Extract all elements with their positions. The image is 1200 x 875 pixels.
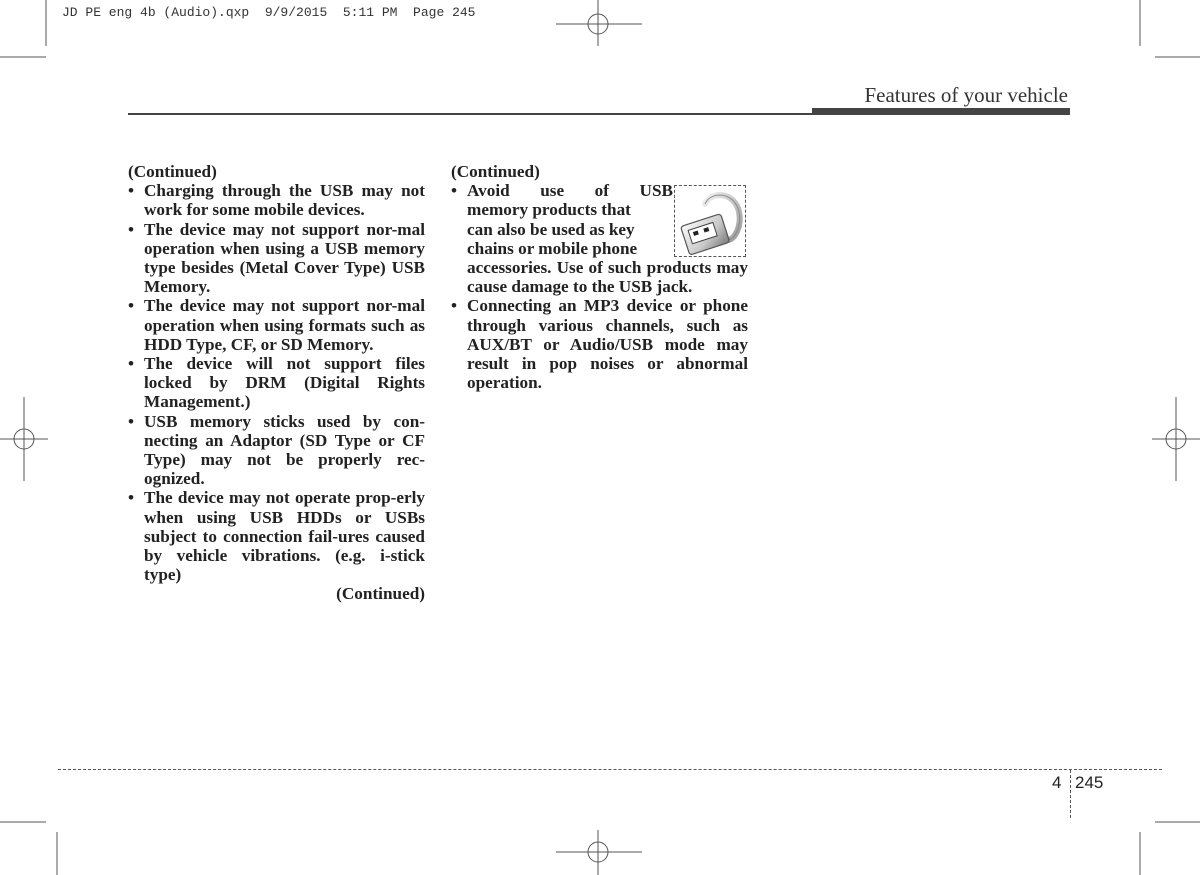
registration-mark-icon xyxy=(1152,397,1200,481)
continued-heading: (Continued) xyxy=(128,162,217,181)
bullet-item: • USB memory sticks used by con-necting an Adaptor (SD Type or CF Type) may not be properly rec-ognized. xyxy=(128,412,425,489)
bullet-item: • Connecting an MP3 device or phone through various channels, such as AUX/BT or Audio/USB mode may result in pop noises or abnormal operation. xyxy=(451,296,748,392)
chapter-number: 4 xyxy=(1052,773,1062,792)
registration-mark-icon xyxy=(0,397,48,481)
bullet-line: • Avoid use of USB xyxy=(467,181,673,201)
bullet-item: • The device may not support nor-mal operation when using formats such as HDD Type, CF, or SD Memory. xyxy=(128,296,425,354)
bullet-item: • The device may not support nor-mal operation when using a USB memory type besides (Metal Cover Type) USB Memory. xyxy=(128,220,425,297)
bullet-line: chains or mobile phone xyxy=(467,238,638,258)
page-number: 245 xyxy=(1075,773,1104,792)
registration-mark-icon xyxy=(556,830,642,875)
bullet-line: memory products that xyxy=(467,200,631,220)
bullet-item: • The device will not support files locked by DRM (Digital Rights Management.) xyxy=(128,354,425,412)
bullet-line: can also be used as key xyxy=(467,219,635,239)
bullet-item: • The device may not operate prop-erly when using USB HDDs or USBs subject to connection fail-ures caused by vehicle vibrations. (e.g. i-stick type) xyxy=(128,488,425,584)
print-slug: JD PE eng 4b (Audio).qxp 9/9/2015 5:11 PM Page 245 xyxy=(62,5,476,20)
bullet-text: accessories. Use of such products may cause damage to the USB jack. xyxy=(467,258,748,297)
continued-heading: (Continued) xyxy=(451,162,540,181)
continued-footer: (Continued) xyxy=(336,584,425,604)
registration-mark-icon xyxy=(556,0,642,46)
bullet-item: • Charging through the USB may not work for some mobile devices. xyxy=(128,181,425,219)
section-title: Features of your vehicle xyxy=(864,83,1068,107)
